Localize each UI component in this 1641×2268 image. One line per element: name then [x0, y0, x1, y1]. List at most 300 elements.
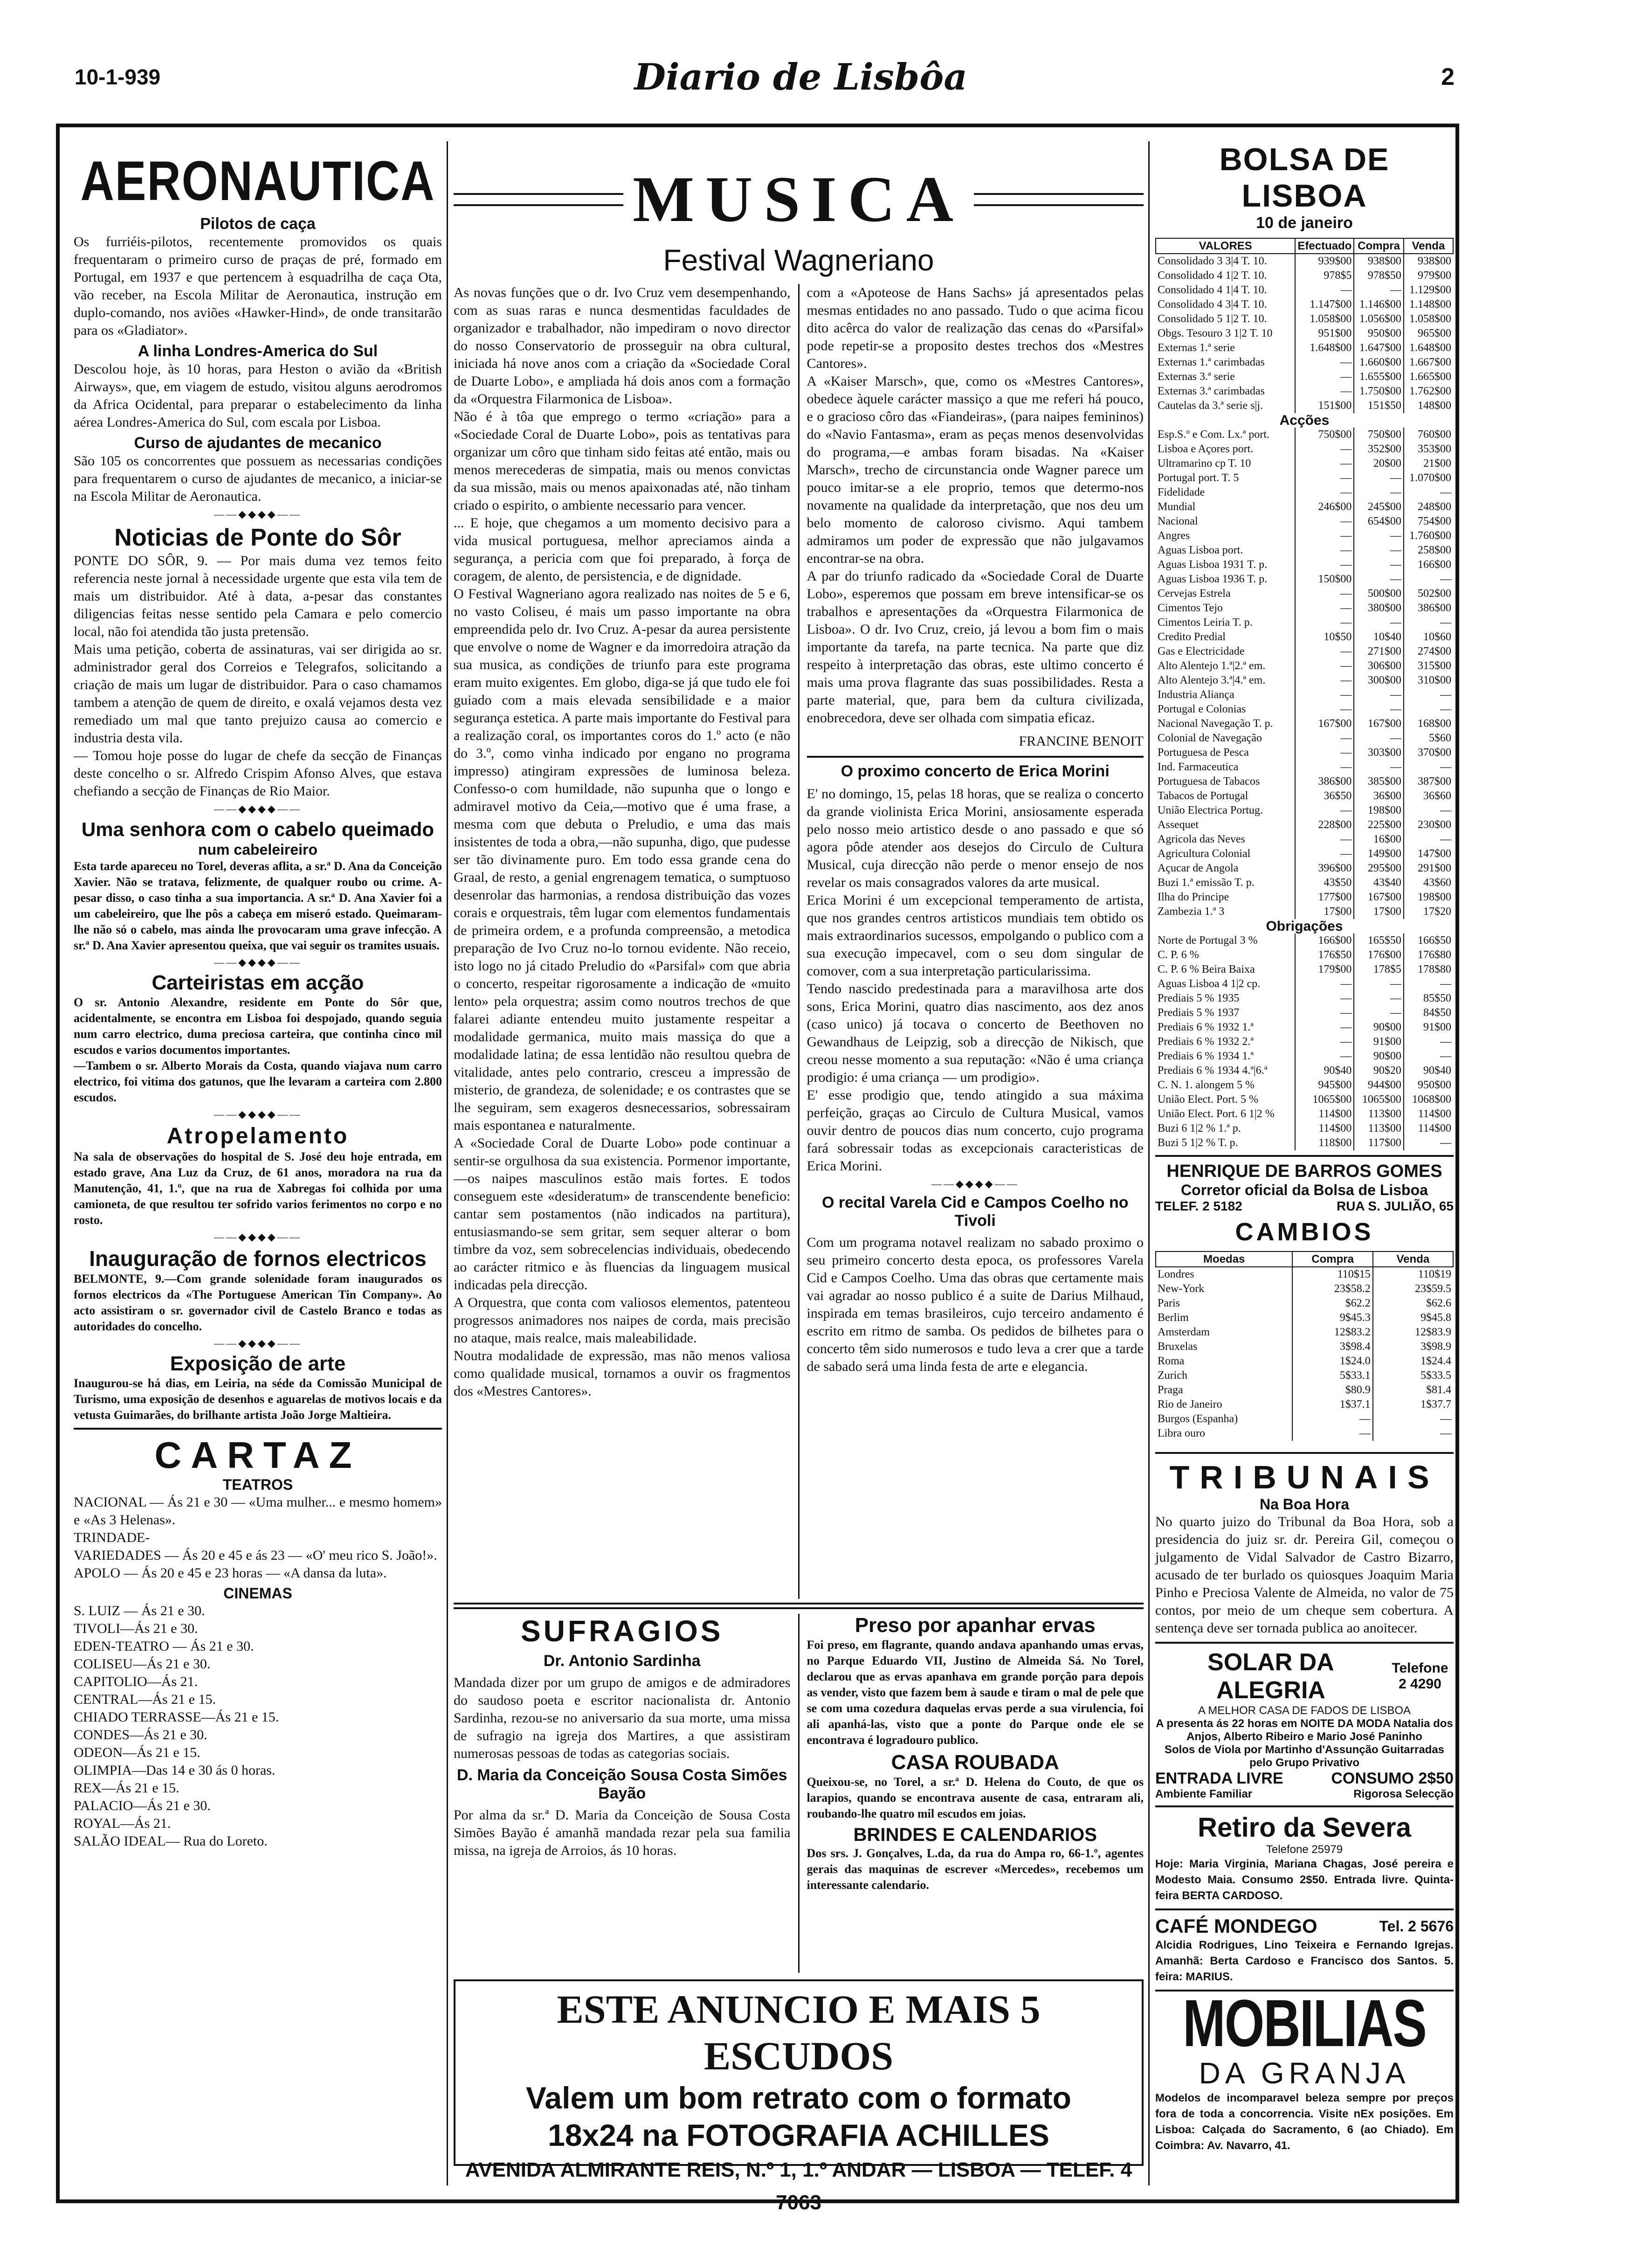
table-row — [1156, 1049, 1453, 1064]
value-cell: — — [1354, 471, 1404, 485]
table-row — [1156, 326, 1453, 341]
value-cell: — — [1295, 1035, 1354, 1049]
value-cell: 198$00 — [1354, 803, 1404, 818]
value-cell: 1.648$00 — [1404, 341, 1453, 355]
value-cell: 950$00 — [1404, 1078, 1453, 1093]
value-cell: — — [1295, 977, 1354, 991]
value-cell: 1.056$00 — [1354, 312, 1404, 326]
value-cell: 5$33.1 — [1292, 1369, 1372, 1383]
musica-para: Noutra modalidade de expressão, mas não menos valiosa como qualidade musical, tornamos a ouvir os fragmentos dos «Mestres Cantores». — [454, 1348, 791, 1399]
value-cell: 944$00 — [1354, 1078, 1404, 1093]
value-cell: — — [1404, 760, 1453, 774]
festival-subtitle: Festival Wagneriano — [663, 243, 934, 277]
table-row — [1156, 399, 1453, 413]
value-cell: — — [1295, 1020, 1354, 1035]
value-cell: 167$00 — [1295, 717, 1354, 731]
label-cell: Consolidado 5 1|2 T. 10. — [1158, 313, 1267, 325]
value-cell: 114$00 — [1295, 1107, 1354, 1121]
byline: FRANCINE BENOIT — [1019, 733, 1144, 749]
value-cell: 16$00 — [1354, 832, 1404, 847]
label-cell: Cautelas da 3.ª serie s|j. — [1158, 400, 1263, 412]
value-cell: 110$15 — [1292, 1267, 1372, 1282]
value-cell: 353$00 — [1404, 442, 1453, 456]
value-cell: 36$60 — [1404, 789, 1453, 803]
table-row — [1156, 1369, 1453, 1383]
value-cell: 939$00 — [1295, 254, 1354, 269]
label-cell: Portugal port. T. 5 — [1158, 472, 1239, 484]
value-cell: 90$40 — [1295, 1064, 1354, 1078]
table-row — [1156, 1311, 1453, 1325]
cinema-item: S. LUIZ — Ás 21 e 30. — [74, 1603, 205, 1618]
table-row — [1156, 861, 1453, 876]
value-cell: 1.750$00 — [1354, 384, 1404, 399]
value-cell: — — [1295, 543, 1354, 558]
value-cell: — — [1404, 832, 1453, 847]
varela-para: Com um programa notavel realizam no sabado proximo o seu primeiro concerto desta epoca, os professores Varela Cid e Campos Coelho. Uma das obras que certamente mais vai agradar ao nosso publico é a suite de Darius Milhaud, inspirada em temas brasileiros, cujo terceiro andamento é escrito em ritmo de samba. Os pedidos de bilhetes para o concerto têm sido numerosos e tudo leva a crer que a tarde de sabado será uma linda festa de arte e elegancia. — [807, 1235, 1144, 1374]
value-cell: 176$00 — [1354, 948, 1404, 962]
column-header: Venda — [1404, 238, 1453, 254]
tribunais-para: No quarto juizo do Tribunal da Boa Hora, sob a presidencia do juiz sr. dr. Pereira Gil, começou o julgamento de Vidal Salvador de Castro Bizarro, acusado de ter burlado os quiosques Joaquim Maria Pinho e Preciosa Valente de Almeida, no valor de 75 contos, por meio de um cheque sem cobertura. A sentença deve ser tornada publica ao anoitecer. — [1155, 1514, 1454, 1636]
carteiristas-para-2: —Tambem o sr. Alberto Morais da Costa, quando viajava num carro electrico, foi vitima dos gatunos, que lhe levaram a carteira com 2.800 escudos. — [74, 1059, 442, 1104]
value-cell: 90$00 — [1354, 1049, 1404, 1064]
value-cell: 230$00 — [1404, 818, 1453, 832]
divider: ——◆◆◆◆—— — [214, 956, 302, 968]
table-row — [1156, 847, 1453, 861]
ponte-para-3: — Tomou hoje posse do lugar de chefe da secção de Finanças deste concelho o sr. Alfredo Crispim Afonso Alves, que estava chefiando a secção de Finanças de Rio Maior. — [74, 748, 442, 799]
value-cell: — — [1354, 760, 1404, 774]
table-row — [1156, 615, 1453, 630]
value-cell: 177$00 — [1295, 890, 1354, 905]
table-row — [1156, 514, 1453, 529]
table-row — [1156, 1136, 1453, 1150]
solar-seleccao: Rigorosa Selecção — [1353, 1788, 1454, 1800]
table-row — [1156, 1035, 1453, 1049]
solar-ambiente: Ambiente Familiar — [1155, 1788, 1253, 1800]
rule — [1155, 1155, 1454, 1157]
cambios-title: CAMBIOS — [1235, 1218, 1374, 1246]
mobilias-para: Modelos de incomparavel beleza sempre por preços fora de toda a concorrencia. Visite nEx posições. Em Lisboa: Calçada do Sacramento, 6 (ao Chiado). Em Coimbra: Av. Navarro, 41. — [1155, 2092, 1454, 2152]
senhora-subtitle: num cabeleireiro — [198, 841, 318, 858]
table-row — [1156, 312, 1453, 326]
title-rule — [974, 193, 1144, 206]
value-cell: — — [1292, 1412, 1372, 1426]
table-row — [1156, 789, 1453, 803]
label-cell: Credito Predial — [1158, 631, 1226, 643]
aeronautica-title: AERONAUTICA — [80, 149, 435, 213]
value-cell: 1.762$00 — [1404, 384, 1453, 399]
label-cell: Externas 3.ª carimbadas — [1158, 385, 1265, 397]
cinema-item: PALACIO—Ás 21 e 30. — [74, 1798, 211, 1813]
value-cell: 386$00 — [1404, 601, 1453, 615]
table-row — [1156, 269, 1453, 283]
value-cell: 500$00 — [1354, 587, 1404, 601]
table-row — [1156, 500, 1453, 514]
label-cell: Bruxelas — [1158, 1341, 1198, 1353]
value-cell: 386$00 — [1295, 774, 1354, 789]
label-cell: Nacional — [1158, 515, 1198, 527]
senhora-para: Esta tarde apareceu no Torel, deveras aflita, a sr.ª D. Ana da Conceição Xavier. Não se tratava, felizmente, de qualquer roubo ou crime. A-pesar disso, o caso tinha a sua importancia. A sr.ª D. Ana Xavier foi a um cabeleireiro, que lhe pôs a cabeça em miseró estado. Queimaram-lhe não só o cabelo, mas ainda lhe provocaram uma grave infecção. A sr.ª D. Ana Xavier apresentou queixa, que vai seguir os tramites usuais. — [74, 859, 442, 952]
value-cell: 114$00 — [1295, 1121, 1354, 1136]
value-cell: 938$00 — [1354, 254, 1404, 269]
cinema-item: ROYAL—Ás 21. — [74, 1816, 171, 1831]
value-cell: 978$5 — [1295, 269, 1354, 283]
value-cell: 113$00 — [1354, 1121, 1404, 1136]
solar-entry: ENTRADA LIVRE — [1155, 1770, 1283, 1787]
table-row — [1156, 688, 1453, 702]
tribunais-title: TRIBUNAIS — [1169, 1459, 1440, 1495]
cinema-item: CONDES—Ás 21 e 30. — [74, 1727, 207, 1742]
value-cell: 118$00 — [1295, 1136, 1354, 1150]
value-cell: 10$60 — [1404, 630, 1453, 644]
casa-title: CASA ROUBADA — [891, 1751, 1059, 1774]
value-cell: 151$00 — [1295, 399, 1354, 413]
label-cell: Fidelidade — [1158, 486, 1205, 498]
value-cell: 1$37.7 — [1373, 1397, 1453, 1412]
label-cell: New-York — [1158, 1283, 1205, 1295]
value-cell: 295$00 — [1354, 861, 1404, 876]
value-cell: 91$00 — [1354, 1035, 1404, 1049]
value-cell: 36$50 — [1295, 789, 1354, 803]
mondego-head — [1155, 1915, 1454, 1937]
value-cell: 21$00 — [1404, 456, 1453, 471]
value-cell: 198$00 — [1404, 890, 1453, 905]
label-cell: Aguas Lisboa 4 1|2 cp. — [1158, 978, 1261, 990]
label-cell: C. P. 6 % — [1158, 949, 1199, 961]
cinema-item: CAPITOLIO—Ás 21. — [74, 1674, 198, 1689]
value-cell: 84$50 — [1404, 1006, 1453, 1020]
value-cell: 754$00 — [1404, 514, 1453, 529]
table-row — [1156, 774, 1453, 789]
column-separator — [798, 284, 800, 1599]
value-cell: — — [1295, 803, 1354, 818]
value-cell: 502$00 — [1404, 587, 1453, 601]
column-header: Moedas — [1156, 1252, 1292, 1267]
table-row — [1156, 1383, 1453, 1397]
label-cell: C. P. 6 % Beira Baixa — [1158, 963, 1255, 975]
label-cell: Alto Alentejo 3.ª|4.ª em. — [1158, 674, 1266, 686]
value-cell: — — [1404, 615, 1453, 630]
value-cell: 950$00 — [1354, 326, 1404, 341]
solar-row — [1155, 1788, 1454, 1801]
value-cell: 85$50 — [1404, 991, 1453, 1006]
label-cell: Consolidado 4 1|4 T. 10. — [1158, 284, 1267, 296]
value-cell: 291$00 — [1404, 861, 1453, 876]
value-cell: — — [1295, 587, 1354, 601]
musica-para: As novas funções que o dr. Ivo Cruz vem desempenhando, com as suas raras e nunca desmentidas faculdades de organizador e trabalhador, não impediram o novo director do nosso Conservatorio de prosseguir na obra cultural, iniciada há nove anos com a criação da «Sociedade Coral de Duarte Lobo», e ampliada há dois anos com a formação da «Orquestra Filarmonica de Lisboa». — [454, 285, 791, 407]
senhora-title: Uma senhora com o cabelo queimado — [81, 818, 434, 840]
table-row — [1156, 601, 1453, 615]
column-header: Compra — [1292, 1252, 1372, 1267]
musica-para: Não é à tôa que emprego o termo «criação» para a «Sociedade Coral de Duarte Lobo», pois as tentativas para organizar um côro que tinham sido feitas até então, mais ou menos merecederas de simpatia, mais ou menos convictas da sua missão, mais ou menos apaixonadas até, não tinham criado o espirito, o ambiente necessario para vencer. — [454, 409, 791, 513]
value-cell: — — [1373, 1426, 1453, 1441]
solar-line: A presenta ás 22 horas em NOITE DA MODA Natalia dos Anjos, Alberto Ribeiro e Mario José Paninho — [1156, 1717, 1453, 1743]
rule — [1155, 1452, 1454, 1454]
value-cell: 1$37.1 — [1292, 1397, 1372, 1412]
table-row — [1156, 1267, 1453, 1282]
table-row — [1156, 1020, 1453, 1035]
label-cell: Colonial de Navegação — [1158, 732, 1262, 744]
label-cell: Prediais 6 % 1932 2.ª — [1158, 1036, 1254, 1048]
value-cell: 167$00 — [1354, 717, 1404, 731]
table-row — [1156, 673, 1453, 688]
value-cell: 965$00 — [1404, 326, 1453, 341]
table-row — [1156, 297, 1453, 312]
value-cell: — — [1295, 847, 1354, 861]
value-cell: 979$00 — [1404, 269, 1453, 283]
value-cell: 248$00 — [1404, 500, 1453, 514]
musica-para: O Festival Wagneriano agora realizado nas noites de 5 e 6, no vasto Coliseu, é mais um passo importante na obra empreendida pelo dr. Ivo Cruz. A-pesar da aurea persistente que envolve o nome de Wagner e da imorredoira atração da sua musica, as condições de triunfo para este programa eram muito exigentes. Em globo, diga-se já que tudo ele foi guiado com a mais elevada sensibilidade e a maior segurança estetica. A parte mais importante do Festival para a realização coral, os importantes coros do 1.º acto (e não do 3.º, como vinha indicado por engano no programa impresso) atingiram expressões de luminosa beleza. Confesso-o com humildade, não supunha que o longo e admiravel motivo da Ceia,—motivo que é uma frase, a mesma com que debuta o Preludio, e uma das mais insistentes de toda a obra,—não supunha, digo, que pudesse ser tão divinamente puro. Em todo essa grande cena do Graal, de resto, a genial engrenagem tematica, o sumptuoso desenrolar das harmonias, a rendosa distribuição das vozes corais e orquestrais, têm lugar com elementos fundamentais de primeira ordem, e a profunda compreensão, a metodica preparação de Ivo Cruz no-lo tornou evidente. Não receio, isto logo no já citado Preludio do «Parsifal» com que abria o concerto, respeitar rigorosamente a indicação de «muito lento» pela orquestra; assim como noutros trechos de que falarei adiante entendeu muito justamente respeitar a modalidade germanica, muito mais massiça do que a modalidade latina; de essa lentidão não resultou quebra de vitalidade, antes pelo contrario, cresceu a impressão de misterio, de grandeza, de solenidade; e os contrastes que se lhe seguiram, sem exageros desnecessarios, sobressairam mais espontanea e naturalmente. — [454, 586, 791, 1133]
aero-para-3: São 105 os concorrentes que possuem as necessarias condições para frequentarem o curso de ajudantes de mecanico, a iniciar-se na Escola Militar de Aeronautica. — [74, 453, 442, 504]
sufragios-block — [454, 1614, 791, 1973]
label-cell: Prediais 5 % 1937 — [1158, 1007, 1240, 1019]
value-cell: 90$40 — [1404, 1064, 1453, 1078]
ad-line-1: ESTE ANUNCIO E MAIS 5 ESCUDOS — [557, 1987, 1041, 2078]
value-cell: 3$98.9 — [1373, 1340, 1453, 1354]
label-cell: Berlim — [1158, 1312, 1189, 1324]
label-cell: Aguas Lisboa 1936 T. p. — [1158, 573, 1268, 585]
table-row — [1156, 760, 1453, 774]
ponte-para-2: Mais uma petição, coberta de assinaturas, vai ser dirigida ao sr. administrador geral dos Correios e Telegrafos, solicitando a criação de mais um lugar de distribuidor. Para o caso chamamos tambem a atenção de quem de direito, e oxalá vejamos desta vez remediado um mal que tanto prejuizo causa ao comercio e industria desta vila. — [74, 642, 442, 746]
morini-para: E' no domingo, 15, pelas 18 horas, que se realiza o concerto da grande violinista Erica Morini, ansiosamente esperada pelo nosso meio artistico desde o ano passado e que só agora pôde atender aos desejos do Circulo de Cultura Musical, cuja direcção não perde o menor ensejo de nos revelar os mais consagrados valores da arte musical. — [807, 786, 1144, 890]
value-cell: 176$80 — [1404, 948, 1453, 962]
label-cell: Cimentos Leiria T. p. — [1158, 616, 1253, 629]
page-frame — [56, 124, 1459, 2214]
sufragios-name-2: D. Maria da Conceição Sousa Costa Simões Bayão — [456, 1766, 787, 1802]
value-cell: 9$45.8 — [1373, 1311, 1453, 1325]
sufragios-title: SUFRAGIOS — [521, 1614, 724, 1648]
label-cell: Ind. Farmaceutica — [1158, 761, 1239, 773]
table-row — [1156, 543, 1453, 558]
morini-para: Tendo nascido predestinada para a maravilhosa arte dos sons, Erica Morini, quatro dias nascimento, aos dez anos (caso unico) já tocava o concerto de Beethoven no Gewandhaus de Leipzig, sob a direcção de Nikisch, que creou nesse momento a sua reputação: «Não é uma criança prodigio: é uma criança — um prodigio». — [807, 981, 1144, 1085]
value-cell: — — [1295, 471, 1354, 485]
value-cell: 951$00 — [1295, 326, 1354, 341]
mondego-para: Alcidia Rodrigues, Lino Teixeira e Fernando Igrejas. Amanhã: Berta Cardoso e Francisco dos Santos. 5. feira: MARIUS. — [1155, 1939, 1454, 1983]
rule — [1155, 1908, 1454, 1910]
value-cell: 91$00 — [1404, 1020, 1453, 1035]
carteiristas-title: Carteiristas em acção — [152, 971, 364, 994]
casa-para: Queixou-se, no Torel, a sr.ª D. Helena do Couto, de que os larapios, quando se encontrava ausente de casa, entraram ali, roubando-lhe quatro mil escudos em joias. — [807, 1775, 1144, 1820]
value-cell: 370$00 — [1404, 746, 1453, 760]
barros-name: HENRIQUE DE BARROS GOMES — [1166, 1162, 1442, 1181]
value-cell: — — [1373, 1412, 1453, 1426]
label-cell: C. N. 1. alongem 5 % — [1158, 1079, 1255, 1091]
value-cell: 178$5 — [1354, 962, 1404, 977]
value-cell: 167$00 — [1354, 890, 1404, 905]
value-cell: 43$40 — [1354, 876, 1404, 890]
table-row — [1156, 876, 1453, 890]
value-cell: 17$20 — [1404, 905, 1453, 919]
sufragios-para-1: Mandada dizer por um grupo de amigos e de admiradores do saudoso poeta e escritor nacionalista dr. Antonio Sardinha, rezou-se no aniversario da sua morte, uma missa de sufragio na igreja dos Martires, a que assistiram numerosas pessoas de todas as categorias sociais. — [454, 1675, 791, 1761]
severa-phone: Telefone 25979 — [1266, 1843, 1343, 1856]
cinema-item: ODEON—Ás 21 e 15. — [74, 1745, 200, 1760]
value-cell: — — [1404, 702, 1453, 717]
label-cell: Zurich — [1158, 1369, 1187, 1382]
aero-para-1: Os furriéis-pilotos, recentemente promovidos os quais frequentaram o primeiro curso de praças de pré, formado em Portugal, em 1937 e que pertencem à esquadrilha de caça Ota, vão receber, na Escola Militar de Aeronautica, instrução em duplo-comando, nos aviões «Hawker-Hind», de onde transitarão para os «Gladiator». — [74, 234, 442, 338]
musica-col-b — [807, 284, 1144, 1599]
atropelamento-para: Na sala de observações do hospital de S. José deu hoje entrada, em estado grave, Ana Luz da Cruz, de 61 anos, moradora na rua da Manutenção, 41, 1.º, que na rua de Xabregas foi colhida por uma camioneta, de que resultou ter sofrido varios ferimentos no corpo e no rosto. — [74, 1150, 442, 1227]
value-cell: 306$00 — [1354, 659, 1404, 673]
label-cell: Burgos (Espanha) — [1158, 1413, 1238, 1425]
table-row — [1156, 731, 1453, 746]
label-cell: Angres — [1158, 530, 1190, 542]
value-cell: — — [1295, 514, 1354, 529]
cambios-table — [1155, 1251, 1454, 1441]
label-cell: Consolidado 3 3|4 T. 10. — [1158, 255, 1267, 267]
table-row — [1156, 630, 1453, 644]
value-cell: — — [1295, 384, 1354, 399]
fornos-title: Inauguração de fornos electricos — [89, 1246, 427, 1271]
news-block — [807, 1614, 1144, 1973]
value-cell: — — [1404, 572, 1453, 587]
barros-phone: TELEF. 2 5182 — [1155, 1199, 1242, 1213]
value-cell: 750$00 — [1295, 428, 1354, 442]
solar-head — [1155, 1648, 1454, 1704]
mobilias-subtitle: DA GRANJA — [1199, 2056, 1410, 2090]
value-cell: 396$00 — [1295, 861, 1354, 876]
value-cell: — — [1292, 1426, 1372, 1441]
morini-para: Erica Morini é um excepcional temperamento de artista, que nos grandes centros artisticos mundiais tem obtido os mais extraordinarios sucessos, empolgando o publico com a sua execução impecavel, com o seu dom singular de comover, com a sua interpretação particularissima. — [807, 892, 1144, 979]
value-cell: 978$50 — [1354, 269, 1404, 283]
table-row — [1156, 1121, 1453, 1136]
musica-para: com a «Apoteose de Hans Sachs» já apresentados pelas mesmas entidades no ano passado. Tudo o que acima ficou dito acêrca do valor de realização das cenas do «Parsifal» pode repetir-se a proposito destes trechos dos «Mestres Cantores». — [807, 285, 1144, 371]
label-cell: Lisboa e Açores port. — [1158, 443, 1254, 455]
value-cell: 1.647$00 — [1354, 341, 1404, 355]
cinema-item: REX—Ás 21 e 15. — [74, 1780, 179, 1796]
value-cell: 20$00 — [1354, 456, 1404, 471]
value-cell: $81.4 — [1373, 1383, 1453, 1397]
severa-title: Retiro da Severa — [1198, 1812, 1411, 1843]
value-cell: 179$00 — [1295, 962, 1354, 977]
value-cell: — — [1354, 485, 1404, 500]
value-cell: 150$00 — [1295, 572, 1354, 587]
musica-col-a — [454, 284, 791, 1599]
cartaz-title: CARTAZ — [154, 1434, 361, 1476]
value-cell: 10$40 — [1354, 630, 1404, 644]
table-row — [1156, 456, 1453, 471]
table-row — [1156, 384, 1453, 399]
title-rule — [454, 193, 623, 206]
table-row — [1156, 933, 1453, 948]
value-cell: — — [1404, 803, 1453, 818]
achilles-ad — [454, 1979, 1144, 2214]
value-cell: 225$00 — [1354, 818, 1404, 832]
mondego-phone: Tel. 2 5676 — [1379, 1917, 1454, 1935]
table-row — [1156, 355, 1453, 370]
column-header: Compra — [1354, 238, 1404, 254]
label-cell: Aguas Lisboa port. — [1158, 544, 1243, 556]
value-cell: 114$00 — [1404, 1121, 1453, 1136]
label-cell: Portuguesa de Tabacos — [1158, 775, 1260, 788]
value-cell: 176$50 — [1295, 948, 1354, 962]
ad-line-2: Valem um bom retrato com o formato — [526, 2081, 1071, 2115]
value-cell: 387$00 — [1404, 774, 1453, 789]
value-cell: — — [1354, 615, 1404, 630]
table-row — [1156, 832, 1453, 847]
aero-para-2: Descolou hoje, às 10 horas, para Heston o avião da «British Airways», que, em viagem de estudo, visitou alguns aerodromos da Africa Ocidental, para preparar o estabelecimento da linha aérea Londres-America do Sul, com escala por Lisboa. — [74, 361, 442, 430]
aero-sub-2: A linha Londres-America do Sul — [138, 342, 378, 360]
value-cell: — — [1295, 601, 1354, 615]
value-cell: 385$00 — [1354, 774, 1404, 789]
value-cell: 151$50 — [1354, 399, 1404, 413]
value-cell: 110$19 — [1373, 1267, 1453, 1282]
label-cell: Prediais 6 % 1934 1.ª — [1158, 1050, 1254, 1062]
label-cell: Açucar de Angola — [1158, 862, 1239, 874]
divider: ——◆◆◆◆—— — [214, 1337, 302, 1349]
rule — [807, 756, 1144, 758]
ponte-para-1: PONTE DO SÔR, 9. — Por mais duma vez temos feito referencia neste jornal à necessidade urgente que esta vila tem de mais um distribuidor. Até à data, a-pesar das constantes diligencias feitas nesse sentido pela Camara e pelo comercio local, não foi atendida tão justa pretensão. — [74, 553, 442, 639]
table-row — [1156, 442, 1453, 456]
divider: ——◆◆◆◆—— — [931, 1178, 1019, 1189]
label-cell: Buzi 5 1|2 % T. p. — [1158, 1137, 1238, 1149]
value-cell: — — [1354, 688, 1404, 702]
label-cell: Portugal e Colonias — [1158, 703, 1246, 715]
value-cell: — — [1354, 731, 1404, 746]
value-cell: 5$33.5 — [1373, 1369, 1453, 1383]
solar-row — [1155, 1770, 1454, 1788]
label-cell: Buzi 1.ª emissão T. p. — [1158, 877, 1255, 889]
value-cell: 114$00 — [1404, 1107, 1453, 1121]
bolsa-title: BOLSA DE LISBOA — [1219, 142, 1390, 214]
sufragios-name-1: Dr. Antonio Sardinha — [543, 1652, 701, 1670]
label-cell: Praga — [1158, 1384, 1183, 1396]
value-cell: — — [1295, 760, 1354, 774]
cinema-item: OLIMPIA—Das 14 e 30 ás 0 horas. — [74, 1763, 276, 1778]
label-cell: Paris — [1158, 1297, 1180, 1309]
value-cell: 1.760$00 — [1404, 529, 1453, 543]
value-cell: 23$59.5 — [1373, 1282, 1453, 1296]
table-row — [1156, 529, 1453, 543]
value-cell: 178$80 — [1404, 962, 1453, 977]
label-cell: Agricola das Neves — [1158, 833, 1245, 845]
value-cell: 1.665$00 — [1404, 370, 1453, 384]
label-cell: Externas 1.ª carimbadas — [1158, 356, 1265, 368]
preso-title: Preso por apanhar ervas — [855, 1614, 1096, 1637]
sufragios-para-2: Por alma da sr.ª D. Maria da Conceição de Sousa Costa Simões Bayão é amanhã mandada rezar pela sua familia missa, na igreja de Arroios, ás 10 horas. — [454, 1807, 791, 1858]
divider: ——◆◆◆◆—— — [214, 1231, 302, 1243]
value-cell: — — [1295, 659, 1354, 673]
value-cell: — — [1295, 702, 1354, 717]
masthead: Diario de Lisbôa — [634, 55, 967, 98]
value-cell: 1.667$00 — [1404, 355, 1453, 370]
value-cell: 1.655$00 — [1354, 370, 1404, 384]
morini-title: O proximo concerto de Erica Morini — [841, 762, 1110, 780]
preso-para: Foi preso, em flagrante, quando andava apanhando umas ervas, no Parque Eduardo VII, Justino de Almeida Sá. No Torel, declarou que as ervas apanhava em grande porção para depois as vender, visto que fazem bem à saude e tiram o mal de pele que se com uma cozedura daquelas ervas perde a sua virulencia, foi ali apanhá-las, visto que a ponte do Parque onde ele se encontrava é logradouro publico. — [807, 1638, 1144, 1747]
tribunais-sub: Na Boa Hora — [1259, 1496, 1350, 1513]
section-rule — [454, 1603, 1144, 1609]
divider: ——◆◆◆◆—— — [214, 508, 302, 520]
label-cell: União Elect. Port. 6 1|2 % — [1158, 1108, 1275, 1120]
column-header: VALORES — [1156, 238, 1295, 254]
value-cell: — — [1295, 558, 1354, 572]
table-row — [1156, 1426, 1453, 1441]
value-cell: — — [1404, 1035, 1453, 1049]
value-cell: — — [1295, 485, 1354, 500]
table-row — [1156, 905, 1453, 919]
value-cell: — — [1354, 977, 1404, 991]
value-cell: 938$00 — [1404, 254, 1453, 269]
aero-sub-1: Pilotos de caça — [200, 215, 316, 233]
label-cell: Ilha do Principe — [1158, 891, 1229, 903]
column-separator — [798, 1614, 800, 1973]
page-header — [75, 51, 1455, 103]
column-header: Venda — [1373, 1252, 1453, 1267]
value-cell: — — [1295, 615, 1354, 630]
value-cell: 166$00 — [1404, 558, 1453, 572]
column-header: Efectuado — [1295, 238, 1354, 254]
table-row — [1156, 428, 1453, 442]
value-cell: 654$00 — [1354, 514, 1404, 529]
value-cell: 43$60 — [1404, 876, 1453, 890]
